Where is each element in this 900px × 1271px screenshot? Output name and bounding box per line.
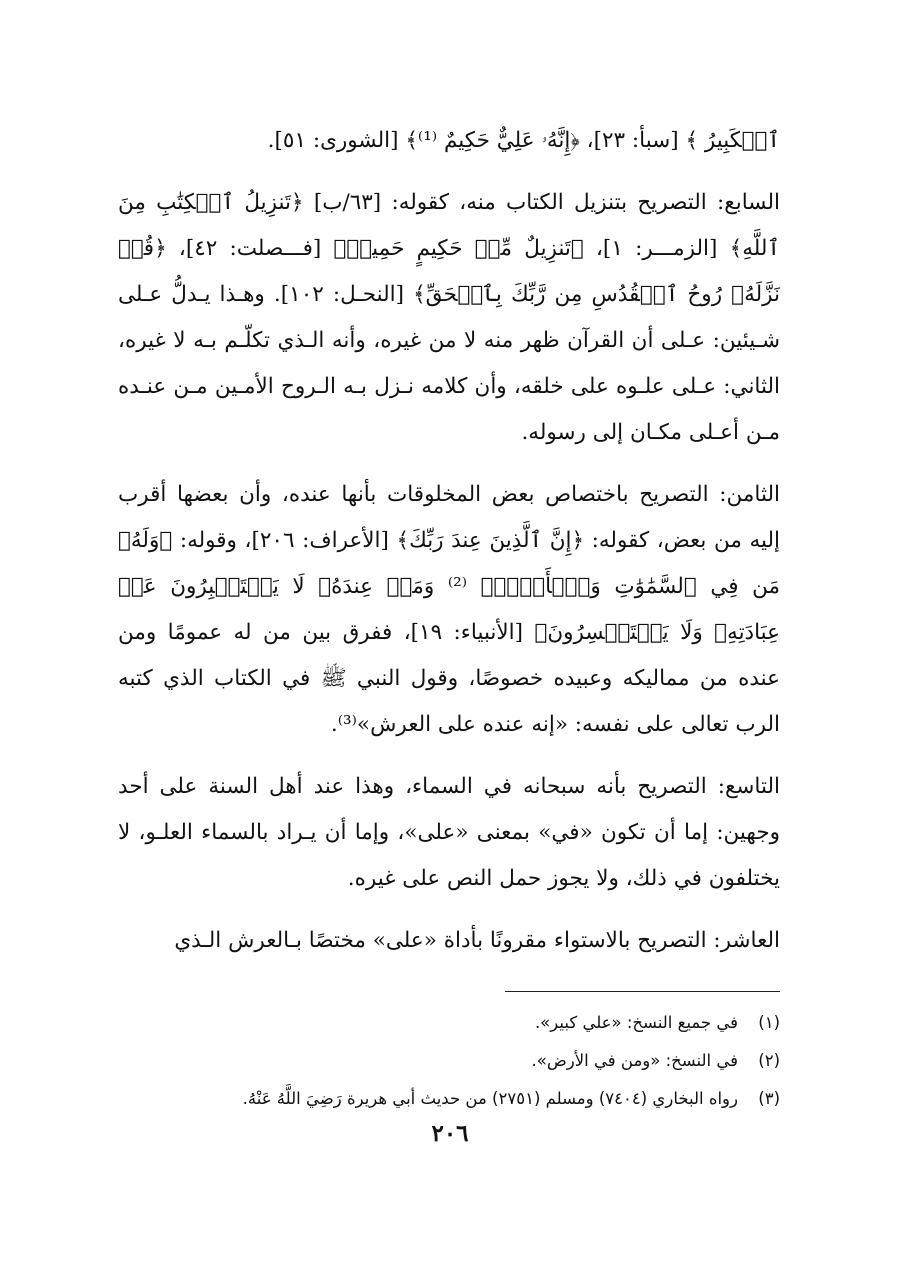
footnote-1 bbox=[118, 1004, 780, 1042]
footnote-number: (٣) bbox=[758, 1089, 780, 1108]
paragraph-ninth: التاسع: التصريح بأنه سبحانه في السماء، وهذا عند أهل السنة على أحد وجهين: إما أن تكون «في» بمعنى «على»، وإما أن يـراد بالسماء العلـو، لا يختلفون في ذلك، ولا يجوز حمل النص على غيره. bbox=[118, 774, 780, 891]
footnote-text: رواه البخاري (٧٤٠٤) ومسلم (٢٧٥١) من حديث أبي هريرة رَضِيَ اللَّهُ عَنْهُ. bbox=[242, 1089, 738, 1108]
paragraph-continuation: ٱلۡكَبِيرُ ﴾ [سبأ: ٢٣]، ﴿إِنَّهُۥ عَلِيٌّ حَكِيمٌ ⁽¹⁾﴾ [الشورى: ٥١]. bbox=[267, 128, 780, 153]
footnote-separator bbox=[505, 991, 780, 992]
footnotes bbox=[118, 1004, 780, 1118]
paragraph-eighth: الثامن: التصريح باختصاص بعض المخلوقات بأنها عنده، وأن بعضها أقرب إليه من بعض، كقوله: ﴿إِنَّ ٱلَّذِينَ عِندَ رَبِّكَ﴾ [الأعراف: ٢٠٦]، وقوله: ﴿وَلَهُۥ مَن فِي ٱلسَّمَٰوَٰتِ وَٱلۡأَرۡضِۚ ⁽²⁾ وَمَنۡ عِندَهُۥ لَا يَسۡتَكۡبِرُونَ عَنۡ عِبَادَتِهِۦ وَلَا يَسۡتَحۡسِرُونَ﴾ [الأنبياء: ١٩]، ففرق بين من له عمومًا ومن عنده من مماليكه وعبيده خصوصًا، وقول النبي ﷺ في الكتاب الذي كتبه الرب تعالى على نفسه: «إنه عنده على العرش»⁽³⁾. bbox=[118, 482, 780, 737]
page-number: ٢٠٦ bbox=[431, 1120, 469, 1147]
paragraph-seventh: السابع: التصريح بتنزيل الكتاب منه، كقوله: [٦٣/ب] ﴿تَنزِيلُ ٱلۡكِتَٰبِ مِنَ ٱللَّهِ﴾ [الزمـــر: ١]، ﴿تَنزِيلٌ مِّنۡ حَكِيمٍ حَمِيدٖ﴾ [فـــصلت: ٤٢]، ﴿قُلۡ نَزَّلَهُۥ رُوحُ ٱلۡقُدُسِ مِن رَّبِّكَ بِٱلۡحَقِّ﴾ [النحـل: ١٠٢]. وهـذا يـدلُّ عـلى شـيئين: عـلى أن القرآن ظهر منه لا من غيره، وأنه الـذي تكلّـم بـه لا غيره، الثاني: عـلى علـوه على خلقه، وأن كلامه نـزل بـه الـروح الأمـين مـن عنـده مـن أعـلى مكـان إلى رسوله. bbox=[118, 190, 781, 445]
footnote-text: في جميع النسخ: «علي كبير». bbox=[534, 1013, 738, 1032]
footnote-3 bbox=[118, 1080, 780, 1118]
footnote-number: (١) bbox=[758, 1013, 780, 1032]
main-text bbox=[118, 118, 780, 980]
footnote-number: (٢) bbox=[758, 1051, 780, 1070]
paragraph-tenth: العاشر: التصريح بالاستواء مقرونًا بأداة «على» مختصًا بـالعرش الـذي bbox=[174, 928, 780, 953]
footnote-2 bbox=[118, 1042, 780, 1080]
footnote-text: في النسخ: «ومن في الأرض». bbox=[531, 1051, 738, 1070]
